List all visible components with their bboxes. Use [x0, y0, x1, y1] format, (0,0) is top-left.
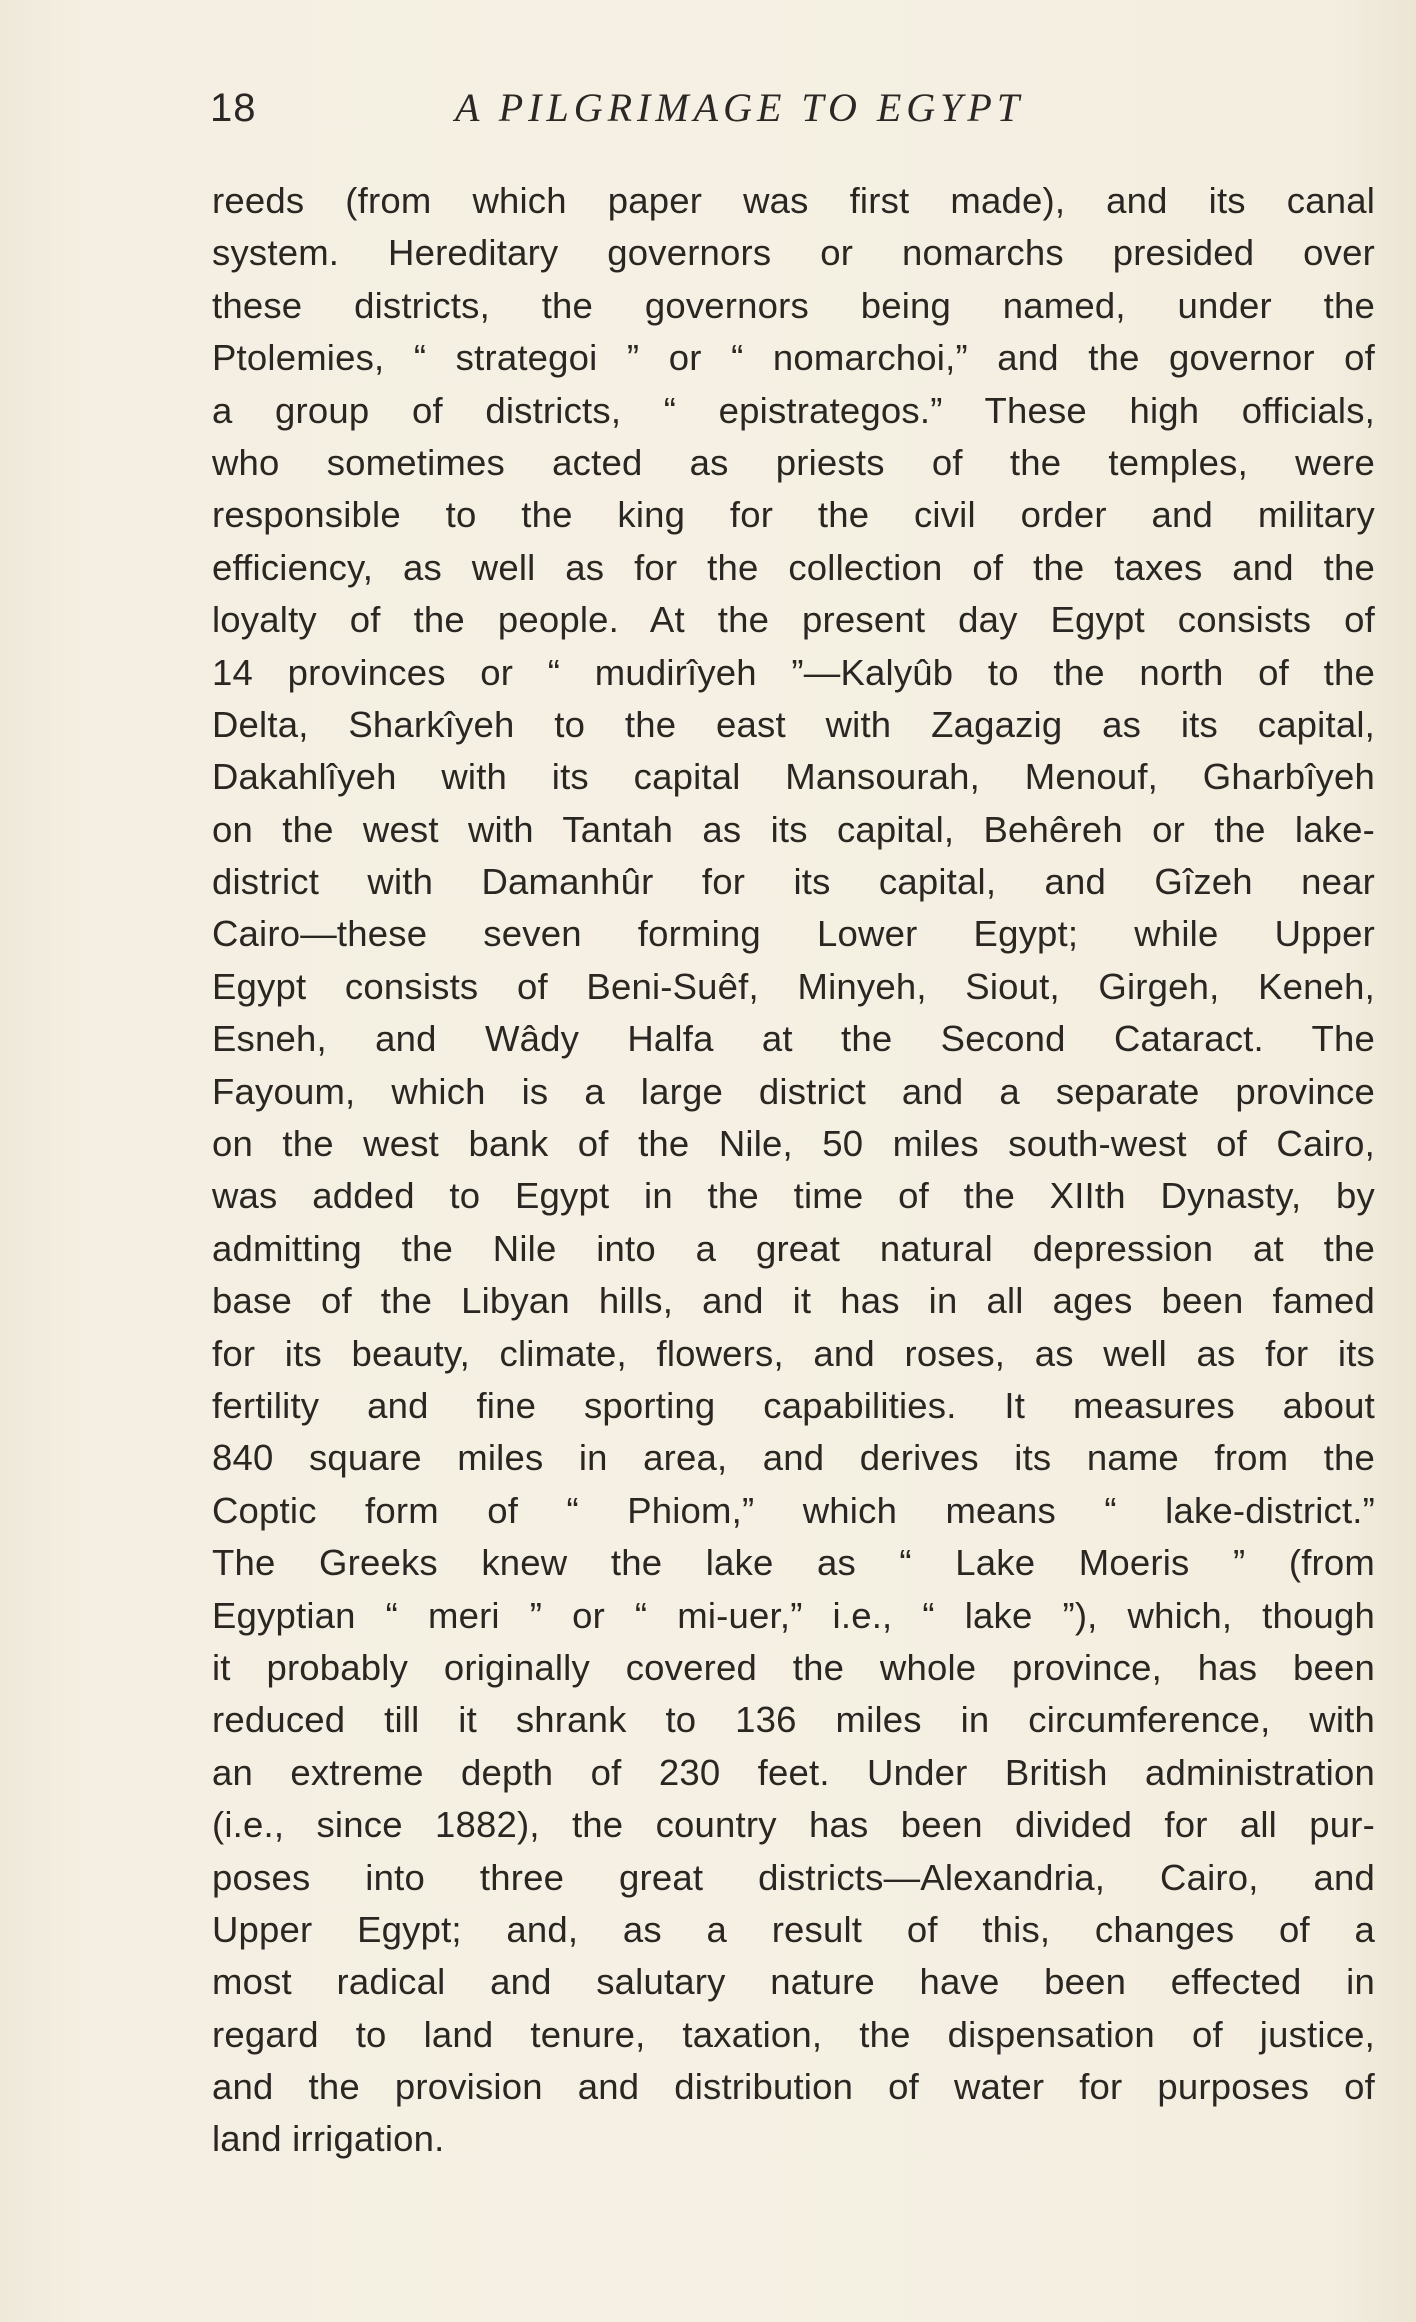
- text-line: poses into three great districts—Alexandria, Cairo, and: [212, 1856, 1375, 1898]
- text-line: most radical and salutary nature have been effected in: [212, 1961, 1375, 2003]
- text-line: on the west with Tantah as its capital, Behêreh or the lake-: [212, 808, 1375, 850]
- text-line: Delta, Sharkîyeh to the east with Zagazig as its capital,: [212, 703, 1375, 745]
- text-line: (i.e., since 1882), the country has been divided for all pur-: [212, 1804, 1375, 1846]
- text-line: efficiency, as well as for the collection of the taxes and the: [212, 546, 1375, 588]
- text-line: The Greeks knew the lake as “ Lake Moeris ” (from: [212, 1542, 1375, 1584]
- text-line: Fayoum, which is a large district and a separate province: [212, 1070, 1375, 1112]
- body-paragraph: [212, 175, 1375, 2166]
- text-line: reduced till it shrank to 136 miles in circumference, with: [212, 1699, 1375, 1741]
- text-line: Ptolemies, “ strategoi ” or “ nomarchoi,” and the governor of: [212, 337, 1375, 379]
- text-line: regard to land tenure, taxation, the dispensation of justice,: [212, 2013, 1375, 2055]
- text-line: Coptic form of “ Phiom,” which means “ lake-district.”: [212, 1489, 1375, 1531]
- text-line: Egypt consists of Beni-Suêf, Minyeh, Siout, Girgeh, Keneh,: [212, 965, 1375, 1007]
- text-line: 840 square miles in area, and derives its name from the: [212, 1437, 1375, 1479]
- text-line: a group of districts, “ epistrategos.” These high officials,: [212, 389, 1375, 431]
- text-line: admitting the Nile into a great natural depression at the: [212, 1227, 1375, 1269]
- text-line: for its beauty, climate, flowers, and roses, as well as for its: [212, 1332, 1375, 1374]
- running-head: [210, 78, 1210, 138]
- text-line: system. Hereditary governors or nomarchs presided over: [212, 232, 1375, 274]
- text-line: district with Damanhûr for its capital, and Gîzeh near: [212, 861, 1375, 903]
- text-line: Upper Egypt; and, as a result of this, changes of a: [212, 1908, 1375, 1950]
- text-line: Cairo—these seven forming Lower Egypt; while Upper: [212, 913, 1375, 955]
- text-line: an extreme depth of 230 feet. Under British administration: [212, 1751, 1375, 1793]
- text-line: fertility and fine sporting capabilities. It measures about: [212, 1384, 1375, 1426]
- text-line: was added to Egypt in the time of the XIIth Dynasty, by: [212, 1175, 1375, 1217]
- text-line: loyalty of the people. At the present day Egypt consists of: [212, 599, 1375, 641]
- text-line: land irrigation.: [212, 2118, 445, 2160]
- page-number: 18: [210, 86, 257, 130]
- text-line: base of the Libyan hills, and it has in all ages been famed: [212, 1280, 1375, 1322]
- text-line: Egyptian “ meri ” or “ mi-uer,” i.e., “ lake ”), which, though: [212, 1594, 1375, 1636]
- text-line: these districts, the governors being named, under the: [212, 284, 1375, 326]
- text-line: and the provision and distribution of water for purposes of: [212, 2066, 1375, 2108]
- text-line: 14 provinces or “ mudirîyeh ”—Kalyûb to the north of the: [212, 651, 1375, 693]
- text-line: Dakahlîyeh with its capital Mansourah, Menouf, Gharbîyeh: [212, 756, 1375, 798]
- text-line: it probably originally covered the whole province, has been: [212, 1646, 1375, 1688]
- text-line: who sometimes acted as priests of the temples, were: [212, 441, 1375, 483]
- text-line: responsible to the king for the civil order and military: [212, 494, 1375, 536]
- running-title: A PILGRIMAGE TO EGYPT: [455, 85, 1025, 130]
- text-line: reeds (from which paper was first made), and its canal: [212, 180, 1375, 221]
- text-line: on the west bank of the Nile, 50 miles south-west of Cairo,: [212, 1123, 1375, 1165]
- text-line: Esneh, and Wâdy Halfa at the Second Cataract. The: [212, 1018, 1375, 1060]
